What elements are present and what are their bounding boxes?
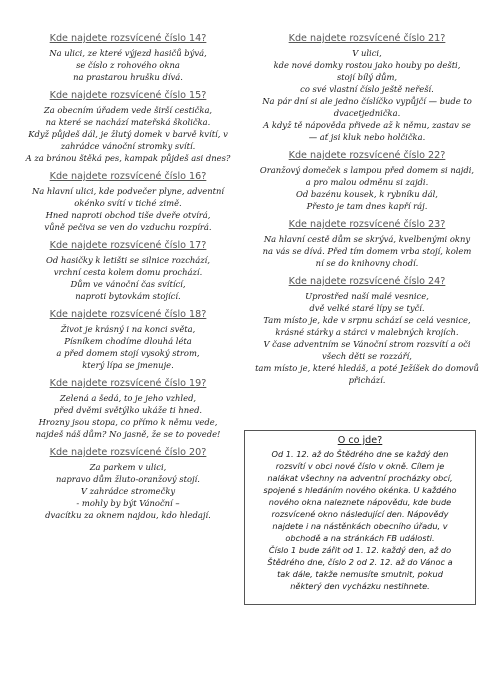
clue-section (250, 218, 484, 269)
clue-line: Hned naproti obchod tiše dveře otvírá, (45, 210, 211, 220)
clue-line: Hrozny jsou stopa, co přímo k němu vede, (38, 417, 218, 427)
clue-heading: Kde najdete rozsvícené číslo 22? (288, 150, 446, 161)
clue-line: Uprostřed naší malé vesnice, (305, 291, 429, 301)
clue-heading: Kde najdete rozsvícené číslo 16? (49, 171, 207, 182)
clue-line: na vás se dívá. Před tím domem vrba stojí, kolem (262, 246, 472, 256)
clue-heading: Kde najdete rozsvícené číslo 18? (49, 309, 207, 320)
clue-section (14, 170, 242, 233)
clue-heading: Kde najdete rozsvícené číslo 20? (49, 447, 207, 458)
clue-line: dvacetjednička. (333, 108, 401, 118)
clue-line: zahrádce vánoční stromky svítí. (60, 141, 196, 151)
clue-line: Tam místo je, kde v srpnu schází se celá vesnice, (263, 315, 471, 325)
clue-line: naproti bytovkám stojící. (75, 291, 181, 301)
info-box (244, 430, 476, 605)
info-box-line: tak dále, takže nemusíte smutnit, pokud (277, 569, 443, 579)
clue-line: Od hasičky k letišti se silnice rozchází, (45, 255, 211, 265)
clue-line: Za parkem v ulici, (89, 462, 167, 472)
clue-line: A když tě nápověda přivede až k němu, zastav se (263, 120, 471, 130)
clue-line: kde nové domky rostou jako houby po dešti, (273, 60, 461, 70)
info-box-title: O co jde? (337, 435, 383, 446)
right-column (250, 32, 484, 392)
clue-section (250, 32, 484, 143)
clue-line: všech děti se rozzáří, (322, 351, 412, 361)
clue-line: Za obecním úřadem vede širší cestička, (43, 105, 213, 115)
clue-line: Oranžový domeček s lampou před domem si najdi, (259, 165, 475, 175)
clue-heading: Kde najdete rozsvícené číslo 24? (288, 276, 446, 287)
info-box-line: najdete i na nástěnkách obecního úřadu, v (272, 521, 448, 531)
clue-heading: Kde najdete rozsvícené číslo 23? (288, 219, 446, 230)
clue-line: najdeš náš dům? No jasně, že se to povede! (35, 429, 221, 439)
info-box-line: některý den vycházku nestihnete. (290, 581, 430, 591)
clue-line: Písníkem chodíme dlouhá léta (64, 336, 192, 346)
clue-section (14, 308, 242, 371)
clue-line: a pro malou odměnu si zajdi. (305, 177, 429, 187)
clue-line: Od bazénu kousek, k rybníku dál, (296, 189, 438, 199)
clue-section (14, 89, 242, 164)
clue-line: - mohly by být Vánoční – (76, 498, 180, 508)
clue-line: se číslo z rohového okna (76, 60, 180, 70)
clue-line: Život je krásný i na konci světa, (60, 324, 196, 334)
info-box-line: obchodě a na stránkách FB události. (285, 533, 435, 543)
info-box-line: spojené s hledáním nového okénka. U každého (263, 485, 457, 495)
info-box-line: nalákat všechny na adventní procházky obcí, (267, 473, 453, 483)
clue-line: okénko svítí v tiché zimě. (74, 198, 182, 208)
left-column (14, 32, 242, 527)
clue-heading: Kde najdete rozsvícené číslo 19? (49, 378, 207, 389)
clue-line: napravo dům žluto-oranžový stojí. (56, 474, 200, 484)
clue-section (250, 149, 484, 212)
info-box-line: Od 1. 12. až do Štědrého dne se každý den (271, 449, 449, 459)
info-box-body (249, 448, 471, 592)
clue-line: Na hlavní ulici, kde podvečer plyne, adventní (31, 186, 225, 196)
clue-line: — ať jsi kluk nebo holčička. (308, 132, 426, 142)
info-box-line: Číslo 1 bude zářit od 1. 12. každý den, až do (268, 545, 452, 555)
clue-line: který lípa se jmenuje. (82, 360, 174, 370)
clue-heading: Kde najdete rozsvícené číslo 17? (49, 240, 207, 251)
info-box-line: Štědrého dne, číslo 2 od 2. 12. až do Vánoc a (267, 557, 453, 567)
clue-line: vrchní cesta kolem domu prochází. (53, 267, 203, 277)
clue-line: a před domem stojí vysoký strom, (56, 348, 200, 358)
info-box-line: rozsvícené okno následující den. Nápovědy (271, 509, 449, 519)
clue-line: tam místo je, které hledáš, a poté Ježíšek do domovů (255, 363, 479, 373)
clue-line: A za bránou štěká pes, kampak půjdeš asi dnes? (25, 153, 231, 163)
clue-line: Dům ve vánoční čas svítící, (70, 279, 186, 289)
clue-line: dvacítku za oknem najdou, kdo hledají. (45, 510, 211, 520)
clue-line: V zahrádce stromečky (80, 486, 176, 496)
clue-line: dvě velké staré lípy se tyčí. (309, 303, 425, 313)
clue-line: na prastarou hrušku dívá. (73, 72, 183, 82)
clue-section (14, 239, 242, 302)
clue-line: V čase adventním se Vánoční strom rozsvítí a oči (263, 339, 471, 349)
clue-line: stojí bílý dům, (336, 72, 398, 82)
clue-heading: Kde najdete rozsvícené číslo 15? (49, 90, 207, 101)
clue-line: před dvěmi světýlko ukáže ti hned. (53, 405, 203, 415)
clue-line: krásné stárky a stárci v malebných krojích. (275, 327, 459, 337)
clue-section (250, 275, 484, 386)
clue-heading: Kde najdete rozsvícené číslo 21? (288, 33, 446, 44)
clue-line: Na ulici, ze které výjezd hasičů bývá, (49, 48, 207, 58)
clue-section (14, 377, 242, 440)
clue-line: Na pár dní si ale jedno číslíčko vypůjčí — bude to (262, 96, 472, 106)
clue-line: co své vlastní číslo ještě neřeší. (300, 84, 434, 94)
clue-line: přichází. (348, 375, 386, 385)
info-box-line: nového okna naleznete nápovědu, kde bude (268, 497, 452, 507)
clue-section (14, 446, 242, 521)
clue-section (14, 32, 242, 83)
clue-line: V ulici, (352, 48, 382, 58)
clue-line: Přesto je tam dnes kapří ráj. (306, 201, 428, 211)
clue-line: na které se nachází mateřská školička. (45, 117, 211, 127)
clue-heading: Kde najdete rozsvícené číslo 14? (49, 33, 207, 44)
clue-line: ní se do knihovny chodí. (315, 258, 419, 268)
clue-line: Když půjdeš dál, je žlutý domek v barvě kvítí, v (28, 129, 228, 139)
clue-line: Zelená a šedá, to je jeho vzhled, (59, 393, 197, 403)
clue-line: Na hlavní cestě dům se skrývá, kvelbenými okny (263, 234, 471, 244)
info-box-line: rozsvítí v obci nové číslo v okně. Cílem je (275, 461, 445, 471)
clue-line: vůně pečiva se ven do vzduchu rozpírá. (44, 222, 212, 232)
